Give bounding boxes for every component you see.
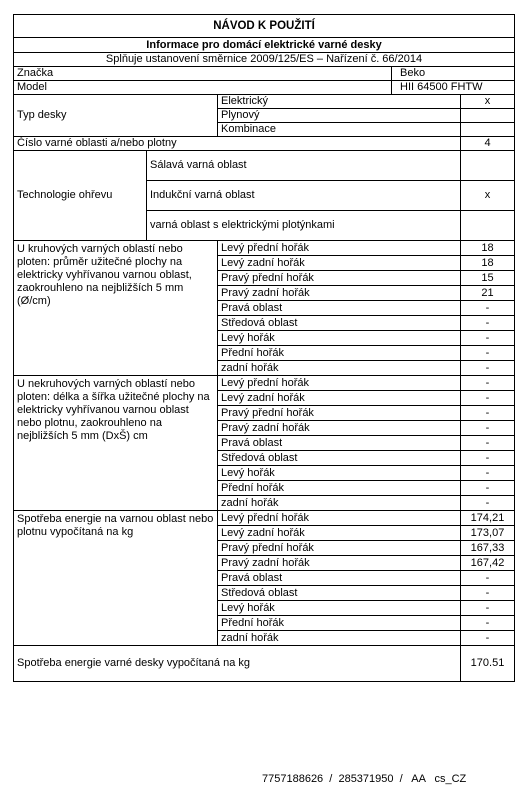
document-footer-code: 7757188626 / 285371950 / AA cs_CZ [262,773,467,785]
heating-tech-label: Technologie ohřevu [14,151,147,241]
energy-total-label: Spotřeba energie varné desky vypočítaná na kg [14,646,461,682]
heating-tech-value [461,211,515,241]
noncircular-zone-row-value: - [461,436,515,451]
energy-zone-row-value: - [461,601,515,616]
energy-zone-row-value: - [461,571,515,586]
noncircular-zone-row-label: Středová oblast [218,451,461,466]
energy-zone-row-value: - [461,631,515,646]
noncircular-zone-row-value: - [461,391,515,406]
hob-type-option: Plynový [218,109,461,123]
circular-zone-row-value: 18 [461,256,515,271]
energy-zone-row-label: Levý zadní hořák [218,526,461,541]
hob-type-option: Elektrický [218,95,461,109]
brand-label: Značka [14,67,392,81]
circular-zone-row-value: - [461,361,515,376]
energy-zone-row-label: Přední hořák [218,616,461,631]
circular-zone-row-label: Přední hořák [218,346,461,361]
heating-tech-value: x [461,181,515,211]
hob-type-value [461,123,515,137]
heating-tech-option: Indukční varná oblast [147,181,461,211]
circular-zone-row-label: Pravá oblast [218,301,461,316]
energy-zone-row-value: 167,33 [461,541,515,556]
heating-tech-option: Sálavá varná oblast [147,151,461,181]
document-title: NÁVOD K POUŽITÍ [14,15,515,38]
hob-type-option: Kombinace [218,123,461,137]
product-info-table [13,14,515,682]
energy-zone-row-label: Levý hořák [218,601,461,616]
circular-zone-row-label: Středová oblast [218,316,461,331]
hob-type-value [461,109,515,123]
energy-zone-row-value: 173,07 [461,526,515,541]
brand-value: Beko [392,67,515,81]
circular-zone-row-value: 15 [461,271,515,286]
noncircular-zone-row-label: Levý hořák [218,466,461,481]
circular-zone-row-label: Pravý zadní hořák [218,286,461,301]
energy-zone-row-value: 174,21 [461,511,515,526]
circular-zone-row-label: Levý zadní hořák [218,256,461,271]
noncircular-zone-row-value: - [461,466,515,481]
circular-zone-row-value: 18 [461,241,515,256]
noncircular-zone-row-value: - [461,496,515,511]
circular-zone-row-value: - [461,346,515,361]
circular-zone-row-value: - [461,331,515,346]
circular-zone-row-value: 21 [461,286,515,301]
circular-zone-row-label: Levý hořák [218,331,461,346]
energy-zone-row-label: Pravá oblast [218,571,461,586]
noncircular-zone-row-value: - [461,421,515,436]
document-subtitle: Informace pro domácí elektrické varné desky [14,38,515,53]
energy-zone-row-value: - [461,616,515,631]
noncircular-zone-row-value: - [461,376,515,391]
noncircular-zone-row-value: - [461,481,515,496]
energy-zone-row-label: Pravý přední hořák [218,541,461,556]
noncircular-zone-row-label: zadní hořák [218,496,461,511]
circular-zone-row-label: Levý přední hořák [218,241,461,256]
model-label: Model [14,81,392,95]
noncircular-zone-row-value: - [461,451,515,466]
regulation-text: Splňuje ustanovení směrnice 2009/125/ES – Nařízení č. 66/2014 [14,53,515,67]
energy-zone-row-value: - [461,586,515,601]
hob-type-label: Typ desky [14,95,218,137]
energy-total-value: 170.51 [461,646,515,682]
circular-zone-label: U kruhových varných oblastí nebo ploten: průměr užitečné plochy na elektricky vyhřívanou varnou oblast, zaokrouhleno na nejbližších 5 mm (Ø/cm) [14,241,218,376]
noncircular-zone-row-label: Pravý přední hořák [218,406,461,421]
model-value: HII 64500 FHTW [392,81,515,95]
noncircular-zone-row-value: - [461,406,515,421]
zone-count-label: Číslo varné oblasti a/nebo plotny [14,137,461,151]
noncircular-zone-row-label: Levý přední hořák [218,376,461,391]
zone-count-value: 4 [461,137,515,151]
noncircular-zone-row-label: Pravý zadní hořák [218,421,461,436]
heating-tech-option: varná oblast s elektrickými plotýnkami [147,211,461,241]
energy-zone-row-value: 167,42 [461,556,515,571]
energy-zone-row-label: zadní hořák [218,631,461,646]
hob-type-value: x [461,95,515,109]
energy-zone-label: Spotřeba energie na varnou oblast nebo plotnu vypočítaná na kg [14,511,218,646]
energy-zone-row-label: Levý přední hořák [218,511,461,526]
noncircular-zone-row-label: Pravá oblast [218,436,461,451]
noncircular-zone-label: U nekruhových varných oblastí nebo ploten: délka a šířka užitečné plochy na elektricky vyhřívanou varnou oblast nebo plotnu, zaokrouhleno na nejbližších 5 mm (DxŠ) cm [14,376,218,511]
circular-zone-row-label: Pravý přední hořák [218,271,461,286]
energy-zone-row-label: Středová oblast [218,586,461,601]
noncircular-zone-row-label: Přední hořák [218,481,461,496]
circular-zone-row-label: zadní hořák [218,361,461,376]
circular-zone-row-value: - [461,301,515,316]
energy-zone-row-label: Pravý zadní hořák [218,556,461,571]
heating-tech-value [461,151,515,181]
circular-zone-row-value: - [461,316,515,331]
noncircular-zone-row-label: Levý zadní hořák [218,391,461,406]
